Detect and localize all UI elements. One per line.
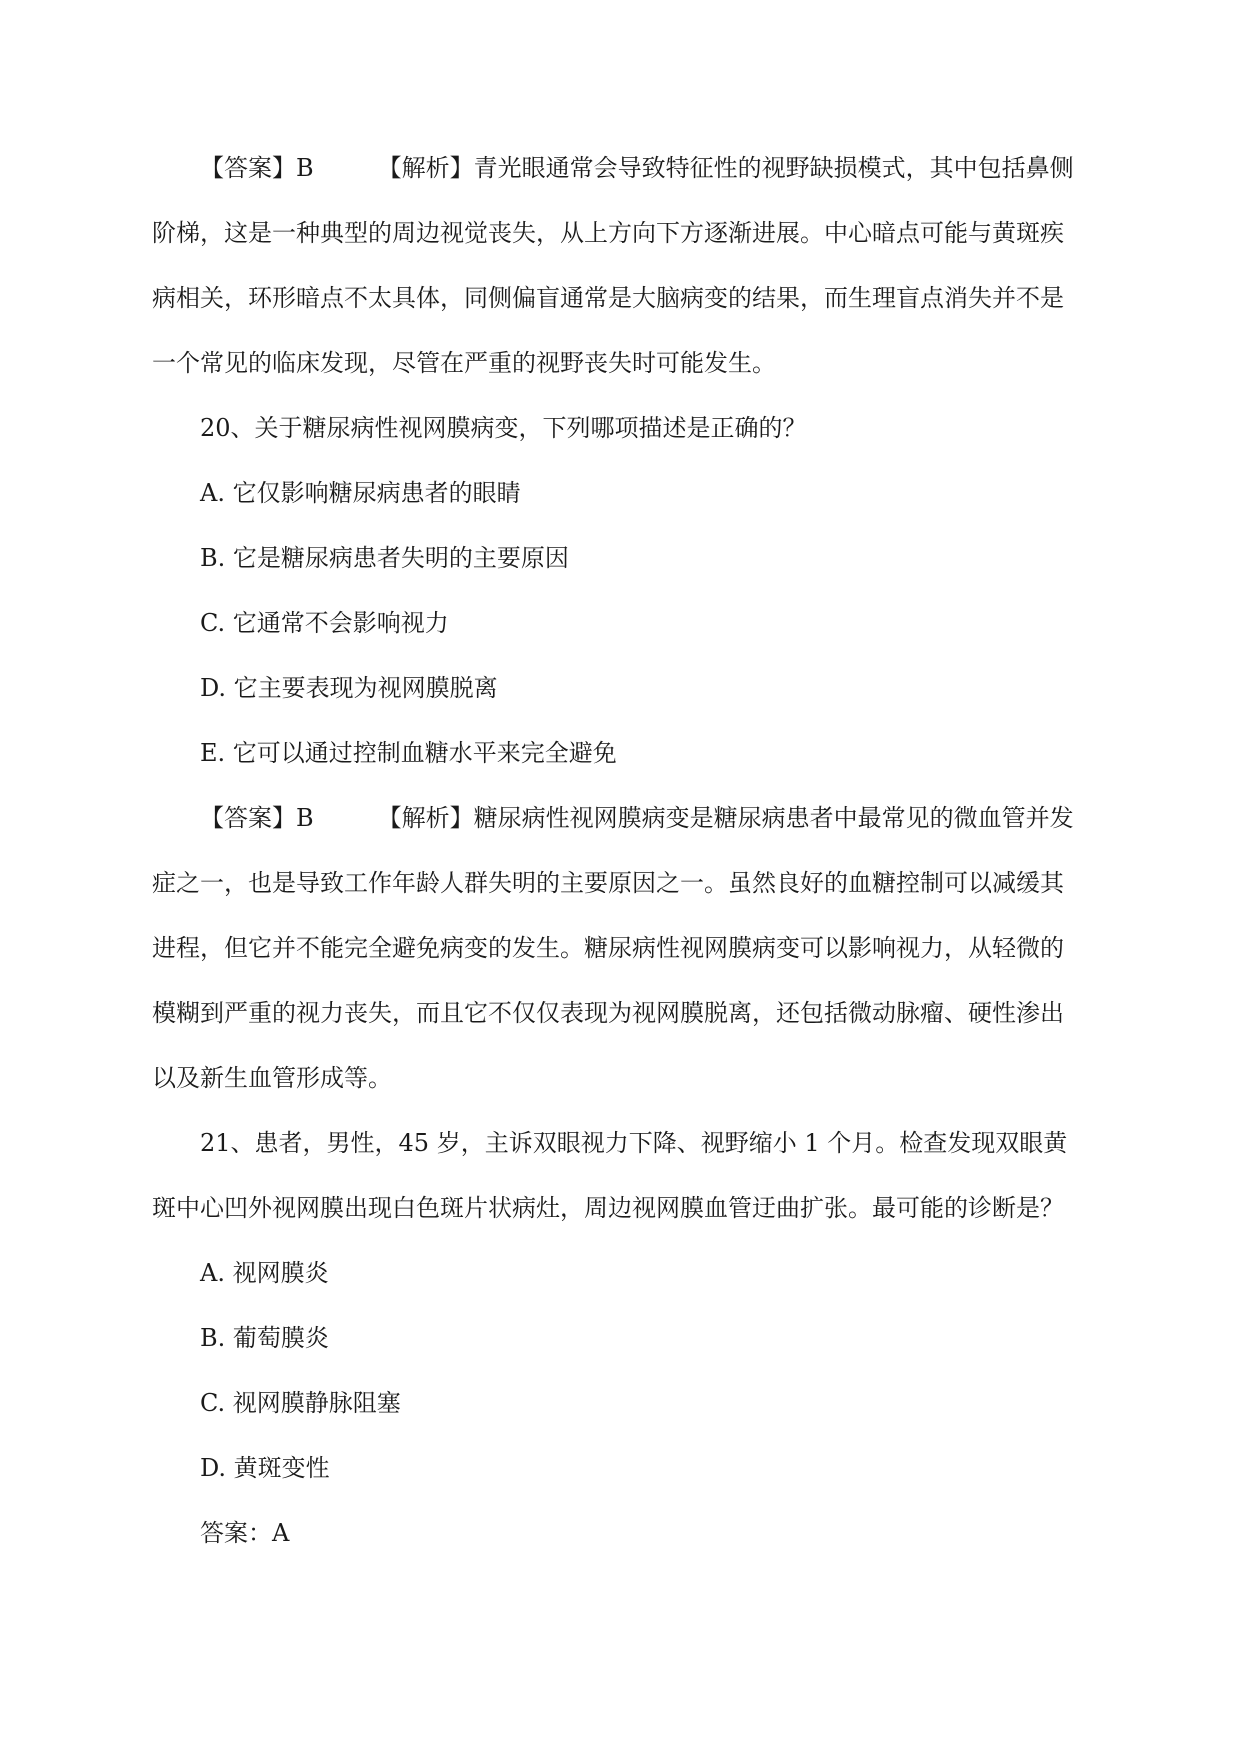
question-text: 斑中心凹外视网膜出现白色斑片状病灶，周边视网膜血管迂曲扩张。最可能的诊断是？: [152, 1194, 1064, 1222]
explanation-text: 模糊到严重的视力丧失，而且它不仅仅表现为视网膜脱离，还包括微动脉瘤、硬性渗出: [152, 999, 1064, 1027]
option-c: C. 它通常不会影响视力: [200, 609, 449, 637]
explanation-text: 以及新生血管形成等。: [152, 1064, 392, 1092]
explanation-label: 【解析】: [377, 804, 474, 832]
q19-explanation: [152, 136, 1092, 396]
answer-text: 答案：A: [200, 1519, 290, 1547]
explanation-text: 阶梯，这是一种典型的周边视觉丧失，从上方向下方逐渐进展。中心暗点可能与黄斑疾: [152, 219, 1064, 247]
question-21: [152, 1111, 1092, 1566]
document-content: [152, 136, 1092, 1566]
option-b: B. 葡萄膜炎: [200, 1324, 329, 1352]
option-d: D. 黄斑变性: [200, 1454, 330, 1482]
option-a: A. 视网膜炎: [200, 1259, 329, 1287]
option-a: A. 它仅影响糖尿病患者的眼睛: [200, 479, 521, 507]
explanation-text: 一个常见的临床发现，尽管在严重的视野丧失时可能发生。: [152, 349, 776, 377]
explanation-text: 糖尿病性视网膜病变是糖尿病患者中最常见的微血管并发: [473, 804, 1074, 832]
option-c: C. 视网膜静脉阻塞: [200, 1389, 401, 1417]
question-20: [152, 396, 1092, 1111]
explanation-text: 青光眼通常会导致特征性的视野缺损模式，其中包括鼻侧: [473, 154, 1074, 182]
explanation-label: 【解析】: [377, 154, 474, 182]
answer-label: 【答案】B: [200, 154, 314, 182]
question-text: 20、关于糖尿病性视网膜病变，下列哪项描述是正确的？: [200, 414, 807, 442]
option-e: E. 它可以通过控制血糖水平来完全避免: [200, 739, 617, 767]
option-d: D. 它主要表现为视网膜脱离: [200, 674, 498, 702]
question-text: 21、患者，男性，45 岁，主诉双眼视力下降、视野缩小 1 个月。检查发现双眼黄: [200, 1129, 1068, 1157]
option-b: B. 它是糖尿病患者失明的主要原因: [200, 544, 569, 572]
explanation-text: 进程，但它并不能完全避免病变的发生。糖尿病性视网膜病变可以影响视力，从轻微的: [152, 934, 1064, 962]
answer-label: 【答案】B: [200, 804, 314, 832]
explanation-text: 症之一，也是导致工作年龄人群失明的主要原因之一。虽然良好的血糖控制可以减缓其: [152, 869, 1064, 897]
explanation-text: 病相关，环形暗点不太具体，同侧偏盲通常是大脑病变的结果，而生理盲点消失并不是: [152, 284, 1064, 312]
